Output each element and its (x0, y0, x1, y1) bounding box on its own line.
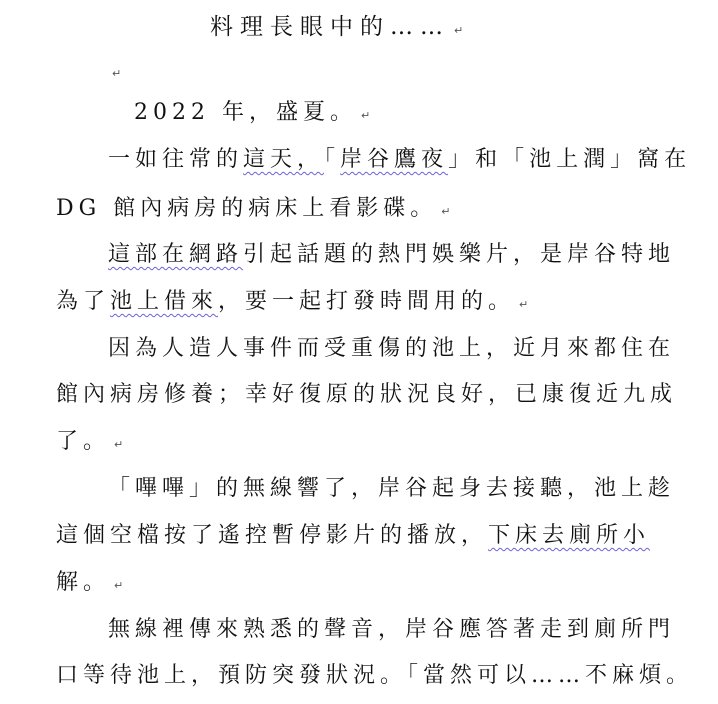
line-text: 無線裡傳來熟悉的聲音，岸谷應答著走到廁所門 (108, 617, 676, 642)
text-line (134, 98, 370, 128)
line-text: ，要一起打發時間用的。 (218, 289, 516, 314)
spellcheck-text: 這部在網路 (108, 242, 244, 267)
text-line (108, 615, 675, 645)
document-title (210, 12, 463, 43)
line-text: 這個空檔按了遙控暫停影片的播放， (56, 523, 489, 548)
paragraph-mark-icon: ↵ (112, 67, 122, 80)
title-text: 料理長眼中的…… (210, 14, 450, 40)
paragraph-mark-icon: ↵ (114, 579, 124, 592)
text-line (108, 145, 691, 175)
spellcheck-text: 池上借來 (110, 289, 219, 314)
line-text: 「 (324, 147, 341, 172)
line-text: 口等待池上，預防突發狀況。「當然可以……不麻煩。 (56, 663, 694, 688)
line-text: 了。 (56, 429, 111, 454)
spellcheck-text: 岸谷鷹夜 (340, 147, 449, 172)
paragraph-mark-icon: ↵ (519, 298, 529, 311)
text-line (56, 194, 450, 224)
text-line (56, 427, 123, 457)
text-line (108, 334, 675, 364)
line-text: 館內病房修養；幸好復原的狀況良好，已康復近九成 (56, 382, 678, 407)
line-text: 解。 (56, 570, 111, 595)
line-text: 引起話題的熱門娛樂片，是岸谷特地 (243, 242, 676, 267)
text-line (56, 661, 693, 691)
paragraph-mark-icon: ↵ (441, 205, 451, 218)
line-text: 2022 年，盛夏。 (134, 100, 357, 125)
text-line (56, 568, 123, 598)
spellcheck-text: 這天， (243, 147, 325, 172)
empty-paragraph (108, 56, 121, 86)
spellcheck-text: 下床去廁所小 (488, 523, 651, 548)
line-text: 」和「池上潤」窩在 (448, 147, 692, 172)
line-text: 「嗶嗶」的無線響了，岸谷起身去接聽，池上趁 (108, 476, 676, 501)
paragraph-mark-icon: ↵ (454, 24, 464, 37)
text-line (108, 474, 675, 504)
paragraph-mark-icon: ↵ (114, 438, 124, 451)
text-line (56, 287, 528, 317)
text-line (56, 521, 650, 551)
line-text: 一如往常的 (108, 147, 244, 172)
line-text: DG 館內病房的病床上看影碟。 (56, 196, 438, 221)
line-text: 因為人造人事件而受重傷的池上，近月來都住在 (108, 336, 676, 361)
paragraph-mark-icon: ↵ (360, 109, 371, 122)
line-text: 為了 (56, 289, 111, 314)
text-line (56, 380, 677, 410)
text-line (108, 240, 675, 270)
